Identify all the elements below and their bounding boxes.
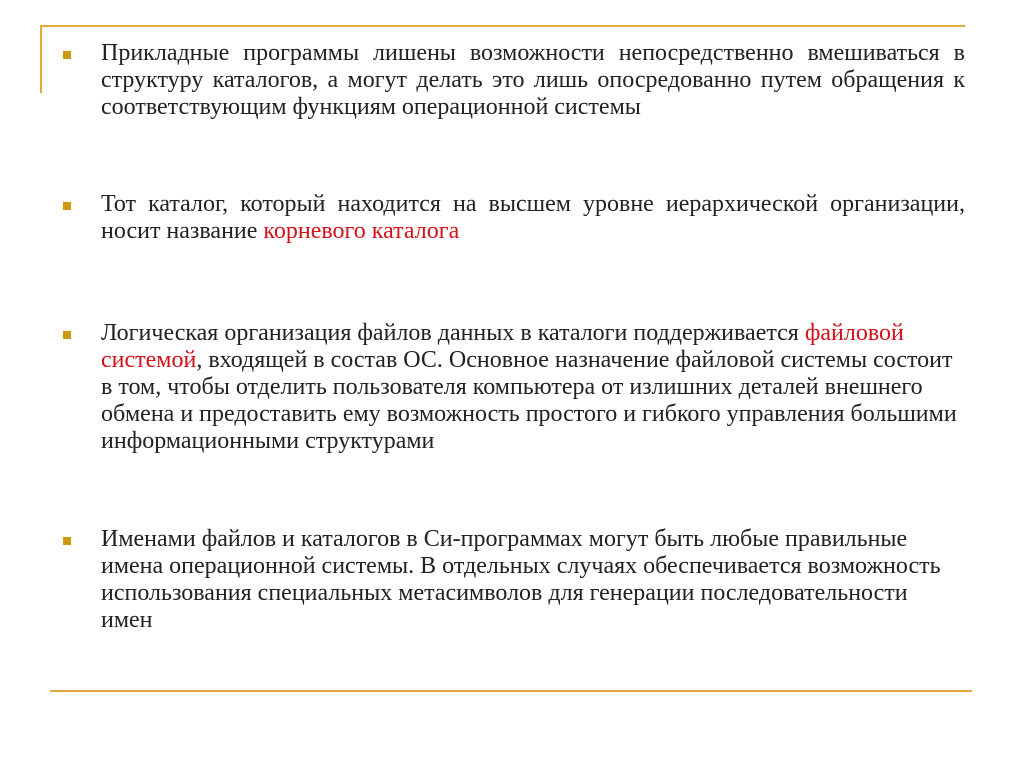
- bullet-item-root-directory: [63, 191, 965, 245]
- highlight-term-file-system: файловой системой: [101, 320, 904, 373]
- bullet-text: Именами файлов и каталогов в Си-программах могут быть любые правильные имена операционной системы. В отдельных случаях обеспечивается возможность использования специальных метасимволов для генерации последовательности имен: [101, 526, 941, 633]
- square-bullet-icon: [63, 331, 71, 339]
- bullet-text: [101, 320, 965, 455]
- bullet-text: Прикладные программы лишены возможности непосредственно вмешиваться в структуру каталогов, а могут делать это лишь опосредованно путем обращения к соответствующим функциям операционной системы: [101, 40, 965, 120]
- bullet-text-before: Тот каталог, который находится на высшем уровне иерархической организации, носит название: [101, 191, 965, 244]
- bullet-item-file-system: [63, 320, 965, 455]
- highlight-term-root-directory: корневого каталога: [263, 218, 460, 244]
- slide-left-rule: [40, 25, 42, 93]
- square-bullet-icon: [63, 537, 71, 545]
- slide-top-rule: [40, 25, 965, 27]
- bullet-item-file-names: [63, 526, 965, 634]
- bullet-text-after: , входящей в состав ОС. Основное назначение файловой системы состоит в том, чтобы отделить пользователя компьютера от излишних деталей внешнего обмена и предоставить ему возможность простого и гибкого управления большими информационными структурами: [101, 347, 957, 454]
- square-bullet-icon: [63, 202, 71, 210]
- bullet-text: [101, 191, 965, 245]
- bullet-item-application-programs: [63, 40, 965, 121]
- square-bullet-icon: [63, 51, 71, 59]
- bullet-text-before: Логическая организация файлов данных в каталоги поддерживается: [101, 320, 805, 346]
- slide-bottom-rule: [50, 690, 972, 692]
